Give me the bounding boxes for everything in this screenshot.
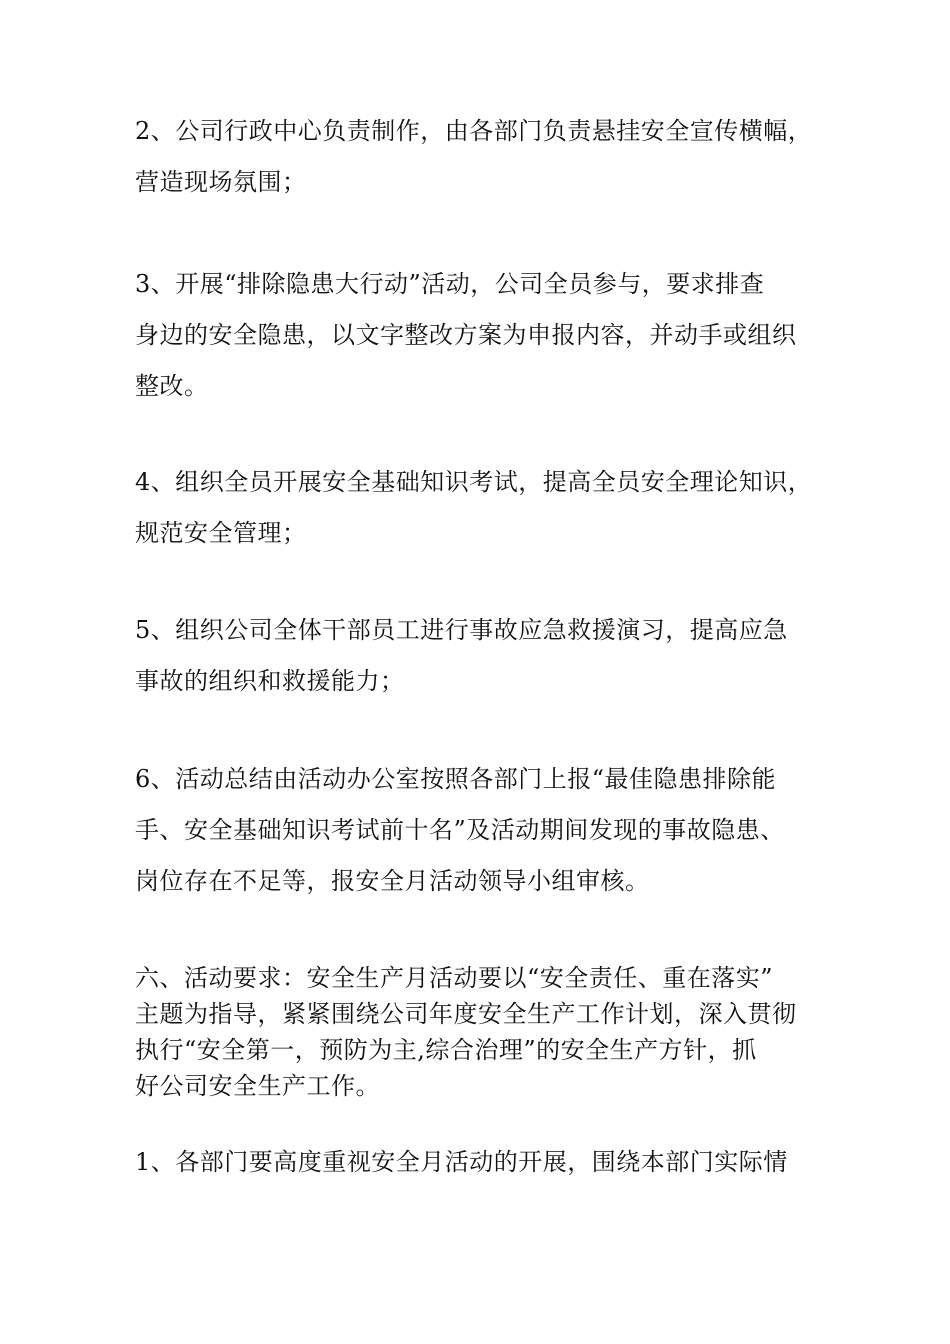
paragraph-line: 6、活动总结由活动办公室按照各部门上报“最佳隐患排除能: [135, 765, 777, 793]
section-requirements: [135, 960, 835, 1104]
paragraph-line: 主题为指导，紧紧围绕公司年度安全生产工作计划，深入贯彻: [135, 1000, 797, 1028]
paragraph-item-5: [135, 605, 835, 707]
paragraph-line: 事故的组织和救援能力；: [135, 667, 405, 695]
paragraph-line: 手、安全基础知识考试前十名”及活动期间发现的事故隐患、: [135, 816, 785, 844]
paragraph-item-3: [135, 259, 835, 412]
paragraph-line: 整改。: [135, 372, 209, 400]
paragraph-line: 好公司安全生产工作。: [135, 1072, 380, 1100]
paragraph-line: 5、组织公司全体干部员工进行事故应急救援演习，提高应急: [135, 616, 788, 644]
paragraph-line: 1、各部门要高度重视安全月活动的开展，围绕本部门实际情: [135, 1148, 788, 1176]
paragraph-line: 规范安全管理；: [135, 519, 307, 547]
paragraph-line: 营造现场氛围；: [135, 168, 307, 196]
paragraph-line: 2、公司行政中心负责制作，由各部门负责悬挂安全宣传横幅，: [135, 117, 813, 145]
paragraph-item-6: [135, 754, 835, 907]
paragraph-line: 4、组织全员开展安全基础知识考试，提高全员安全理论知识，: [135, 468, 813, 496]
paragraph-line: 3、开展“排除隐患大行动”活动，公司全员参与，要求排查: [135, 270, 765, 298]
paragraph-line: 六、活动要求：安全生产月活动要以“安全责任、重在落实”: [135, 964, 774, 992]
paragraph-line: 岗位存在不足等，报安全月活动领导小组审核。: [135, 867, 650, 895]
paragraph-line: 执行“安全第一，预防为主,综合治理”的安全生产方针，抓: [135, 1036, 757, 1064]
paragraph-line: 身边的安全隐患，以文字整改方案为申报内容，并动手或组织: [135, 321, 797, 349]
paragraph-item-2: [135, 106, 835, 208]
paragraph-item-4: [135, 457, 835, 559]
paragraph-item-1: [135, 1137, 835, 1188]
